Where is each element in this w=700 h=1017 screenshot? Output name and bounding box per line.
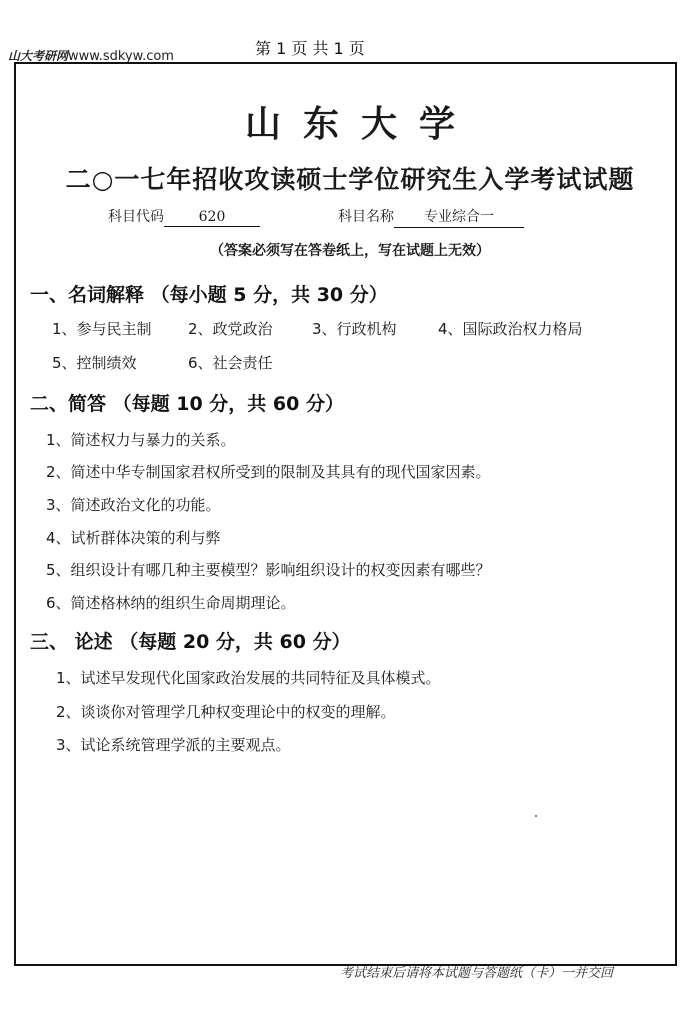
section-1-item-4: 4、国际政治权力格局	[438, 320, 583, 338]
university-name: 山东大学	[244, 104, 477, 145]
frame-left-border	[14, 62, 16, 965]
frame-right-border	[675, 62, 677, 965]
section-3-item-1: 1、试述早发现代化国家政治发展的共同特征及具体模式。	[56, 669, 441, 687]
section-3-item-3: 3、试论系统管理学派的主要观点。	[56, 736, 291, 754]
subject-code-label: 科目代码	[108, 209, 164, 225]
section-3-title: 三、 论述	[30, 631, 113, 653]
section-2-item-5: 5、组织设计有哪几种主要模型？影响组织设计的权变因素有哪些？	[46, 561, 491, 579]
section-1-note: （每小题 5 分，共 30 分）	[150, 284, 388, 306]
watermark-url: www.sdkyw.com	[68, 49, 174, 64]
subject-code-row	[108, 206, 260, 227]
watermark-chinese: 山大考研网	[8, 49, 69, 63]
section-2-item-1: 1、简述权力与暴力的关系。	[46, 431, 236, 449]
answer-notice: （答案必须写在答卷纸上，写在试题上无效）	[210, 243, 490, 259]
section-1-item-6: 6、社会责任	[188, 354, 273, 372]
subject-code-value: 620	[164, 209, 260, 227]
section-1-item-3: 3、行政机构	[312, 320, 397, 338]
section-2-item-6: 6、简述格林纳的组织生命周期理论。	[46, 594, 296, 612]
subject-name-value: 专业综合一	[394, 206, 524, 228]
section-3-heading	[30, 627, 351, 654]
section-1-heading	[30, 280, 388, 307]
section-3-note: （每题 20 分，共 60 分）	[119, 631, 351, 653]
section-1-title: 一、名词解释	[30, 284, 145, 306]
footer-note: 考试结束后请将本试题与答题纸（卡）一并交回	[340, 966, 614, 981]
exam-title: 二○一七年招收攻读硕士学位研究生入学考试试题	[65, 165, 635, 194]
frame-top-border	[14, 62, 676, 64]
section-1-item-1: 1、参与民主制	[52, 320, 152, 338]
section-2-item-3: 3、简述政治文化的功能。	[46, 496, 221, 514]
subject-name-label: 科目名称	[338, 209, 394, 225]
section-2-title: 二、简答	[30, 393, 107, 415]
section-1-item-2: 2、政党政治	[188, 320, 273, 338]
section-2-item-4: 4、试析群体决策的利与弊	[46, 529, 221, 547]
section-1-item-5: 5、控制绩效	[52, 354, 137, 372]
section-2-item-2: 2、简述中华专制国家君权所受到的限制及其具有的现代国家因素。	[46, 463, 491, 481]
section-2-note: （每题 10 分，共 60 分）	[112, 393, 344, 415]
page-indicator: 第 1 页 共 1 页	[255, 39, 365, 58]
section-3-item-2: 2、谈谈你对管理学几种权变理论中的权变的理解。	[56, 703, 396, 721]
scan-speck	[535, 815, 537, 817]
section-2-heading	[30, 389, 344, 416]
subject-name-row	[338, 206, 524, 228]
